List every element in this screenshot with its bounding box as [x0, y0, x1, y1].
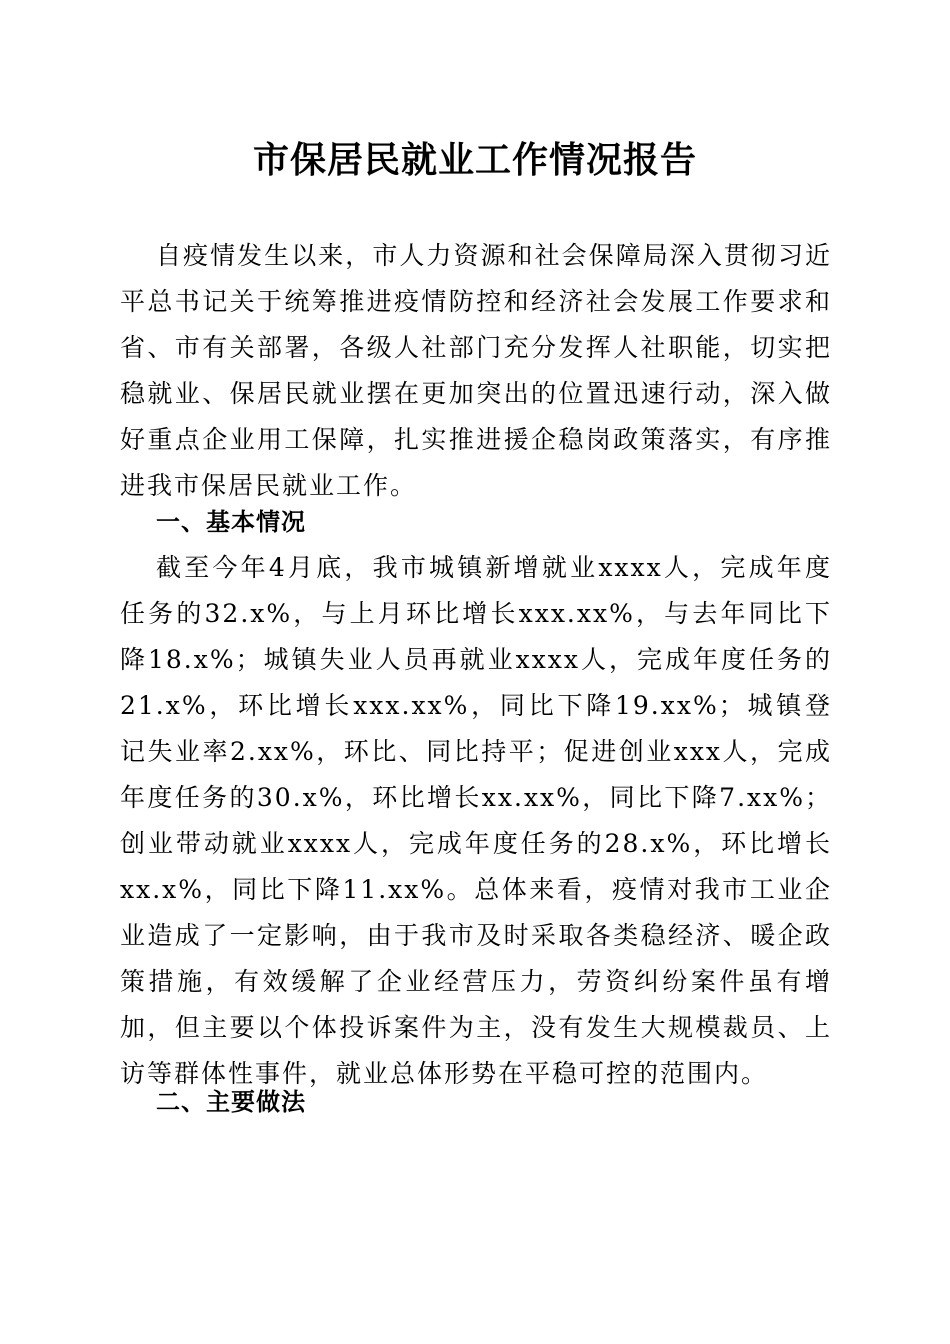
document-title: 市保居民就业工作情况报告 — [252, 139, 697, 181]
section-heading-main-measures: 二、主要做法 — [156, 1088, 306, 1116]
basic-situation-paragraph: 截至今年4月底，我市城镇新增就业xxxx人，完成年度任务的32.x%，与上月环比增长xxx.xx%，与去年同比下降18.x%；城镇失业人员再就业xxxx人，完成年度任务的21.x%，环比增长xxx.xx%，同比下降19.xx%；城镇登记失业率2.xx%，环比、同比持平；促进创业xxx人，完成年度任务的30.x%，环比增长xx.xx%，同比下降7.xx%；创业带动就业xxxx人，完成年度任务的28.x%，环比增长xx.x%，同比下降11.xx%。总体来看，疫情对我市工业企业造成了一定影响，由于我市及时采取各类稳经济、暖企政策措施，有效缓解了企业经营压力，劳资纠纷案件虽有增加，但主要以个体投诉案件为主，没有发生大规模裁员、上访等群体性事件，就业总体形势在平稳可控的范围内。 — [120, 553, 832, 1088]
section-heading-basic-situation: 一、基本情况 — [156, 508, 306, 536]
intro-paragraph: 自疫情发生以来，市人力资源和社会保障局深入贯彻习近平总书记关于统筹推进疫情防控和经济社会发展工作要求和省、市有关部署，各级人社部门充分发挥人社职能，切实把稳就业、保居民就业摆在更加突出的位置迅速行动，深入做好重点企业用工保障，扎实推进援企稳岗政策落实，有序推进我市保居民就业工作。 — [120, 241, 832, 500]
